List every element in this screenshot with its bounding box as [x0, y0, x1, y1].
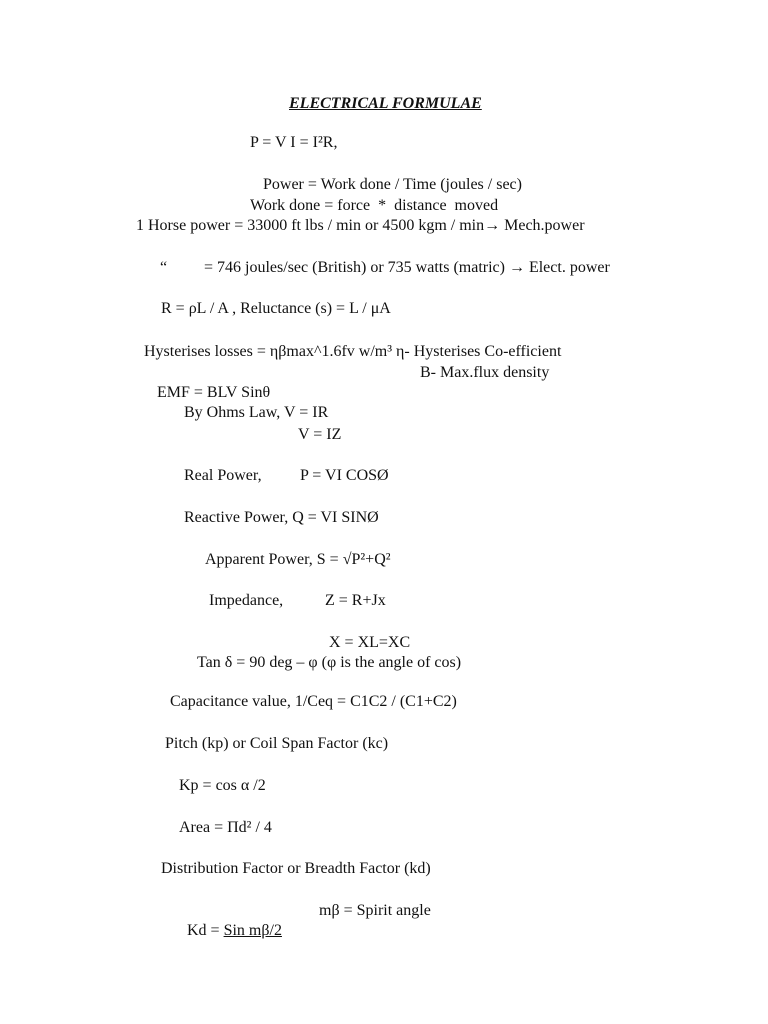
area-formula: Area = Πd² / 4 [179, 819, 272, 836]
reactive-power-formula: Reactive Power, Q = VI SINØ [184, 509, 379, 526]
v-iz-formula: V = IZ [298, 426, 342, 443]
power-definition: Power = Work done / Time (joules / sec) [263, 176, 522, 193]
kp-formula: Kp = cos α /2 [179, 777, 266, 794]
distribution-factor-heading: Distribution Factor or Breadth Factor (kd) [161, 860, 431, 877]
real-power-label: Real Power, [184, 467, 262, 484]
hysteresis-formula: Hysterises losses = ηβmax^1.6fv w/m³ η- Hysterises Co-efficient [144, 343, 562, 360]
real-power-formula: P = VI COSØ [300, 467, 389, 484]
impedance-label: Impedance, [209, 592, 284, 609]
kd-label: Kd = [187, 922, 224, 939]
kd-formula-row [171, 901, 282, 961]
document-title: ELECTRICAL FORMULAE [289, 95, 482, 112]
spirit-angle-note: mβ = Spirit angle [319, 902, 431, 919]
resistance-formula: R = ρL / A , Reluctance (s) = L / μA [161, 300, 391, 317]
flux-density-note: B- Max.flux density [420, 364, 550, 381]
emf-formula: EMF = BLV Sinθ [157, 384, 271, 401]
impedance-formula: Z = R+Jx [325, 592, 386, 609]
ohms-law-formula: By Ohms Law, V = IR [184, 404, 329, 421]
power-formula: P = V I = I²R, [250, 134, 338, 151]
capacitance-formula: Capacitance value, 1/Ceq = C1C2 / (C1+C2) [170, 693, 457, 710]
kd-formula: Sin mβ/2 [223, 922, 282, 939]
work-definition: Work done = force * distance moved [250, 197, 499, 214]
apparent-power-formula: Apparent Power, S = √P²+Q² [205, 551, 391, 568]
reactance-formula: X = XL=XC [329, 634, 411, 651]
horse-power-ditto-mark: “ [160, 259, 168, 276]
pitch-factor-heading: Pitch (kp) or Coil Span Factor (kc) [165, 735, 389, 752]
horse-power-mech: 1 Horse power = 33000 ft lbs / min or 4500 kgm / min→ Mech.power [136, 217, 585, 234]
tan-delta-formula: Tan δ = 90 deg – φ (φ is the angle of cos) [197, 654, 462, 671]
horse-power-elec: = 746 joules/sec (British) or 735 watts (matric) → Elect. power [204, 259, 610, 276]
